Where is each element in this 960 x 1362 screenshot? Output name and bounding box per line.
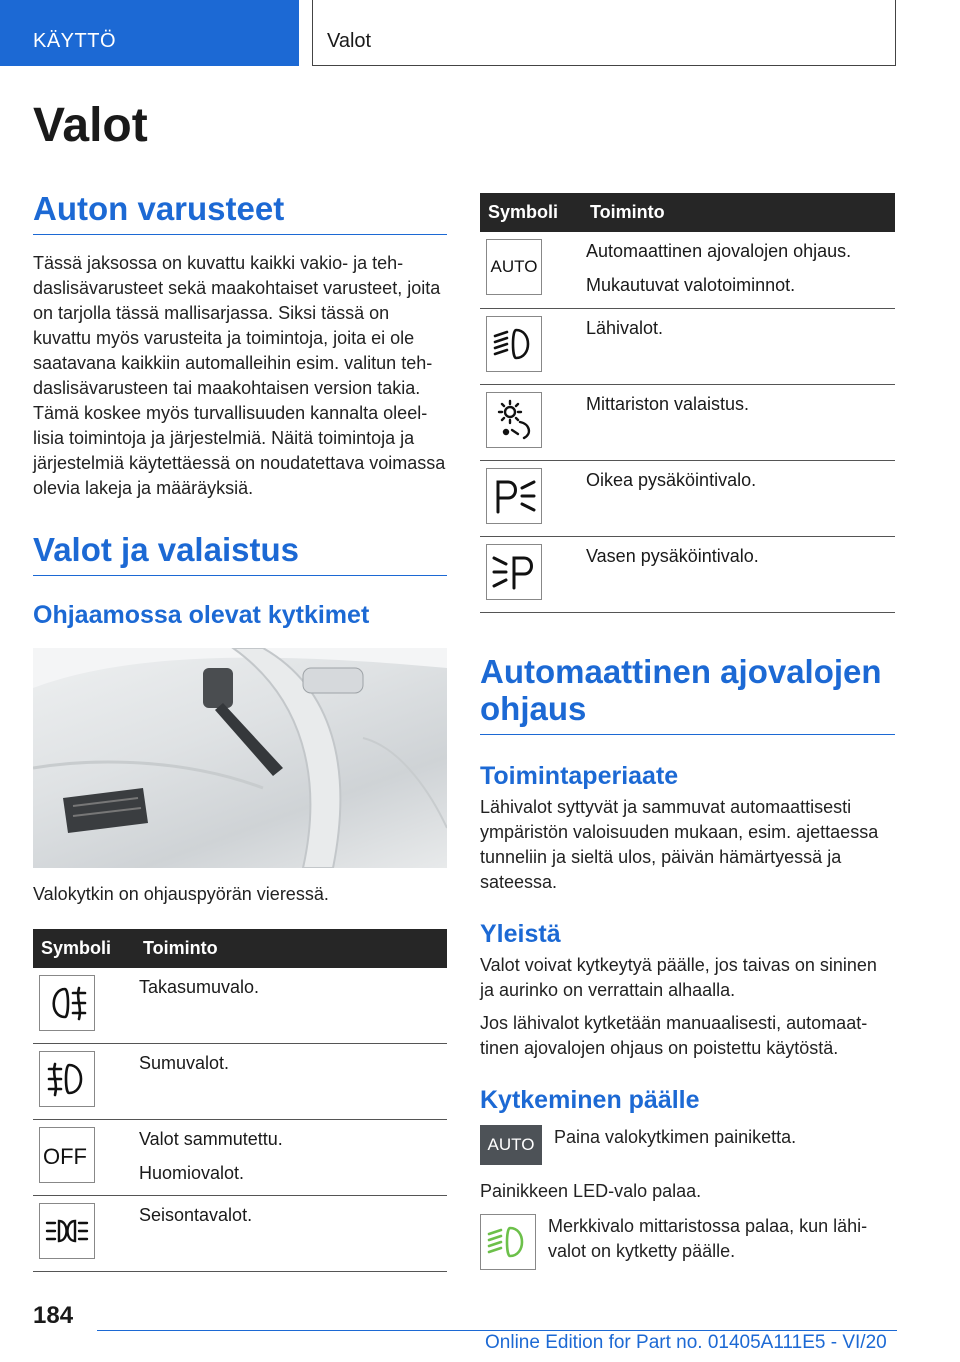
symbol-table-right [480, 193, 895, 613]
paragraph-principle: Lähivalot syttyvät ja sammuvat automaattisesti ympäristön valoisuuden mukaan, esim. ajettaessa tunneliin ja sieltä ulos, päivän hämärtyessä ja sateessa. [480, 797, 879, 893]
table-row [480, 460, 895, 536]
heading-lights: Valot ja valaistus [33, 531, 447, 576]
row-text: Oikea pysäköintivalo. [586, 469, 757, 490]
table-row [33, 968, 447, 1044]
parking-lights-icon [39, 1203, 95, 1259]
row-text: Automaattinen ajovalojen ohjaus. [586, 241, 852, 261]
auto-label: AUTO [490, 257, 538, 276]
row-text: Seisontavalot. [139, 1205, 253, 1226]
right-parking-light-icon [486, 468, 542, 524]
symbol-table-left [33, 929, 447, 1273]
paragraph-general-1: Valot voivat kytkeytyä päälle, jos taivas on sininen ja aurinko on verrattain alhaalla. [480, 955, 877, 1001]
photo-caption: Valokytkin on ohjauspyörän vieressä. [33, 883, 329, 904]
right-column [480, 193, 895, 1270]
fog-lights-icon [39, 1051, 95, 1107]
col-function: Toiminto [576, 193, 895, 232]
left-column [33, 190, 447, 1272]
low-beam-icon [486, 316, 542, 372]
table-row [480, 308, 895, 384]
row-text-secondary: Mukautuvat valotoiminnot. [586, 275, 796, 295]
paragraph-equipment: Tässä jaksossa on kuvattu kaikki vakio- ja tehdaslisävarusteet sekä maakohtaiset varusteet, joita on tarjolla tässä mallisarjassa. Siksi tässä on kuvattu myös varusteita ja toimintoja, joita ei ole saatavana kaikkiin automalleihin esim. valitun tehdaslisävarusteen tai maakohtaisen version takia. Tämä koskee myös turvallisuuden kannalta oleellisia toimintoja ja järjestelmiä. Näitä toimintoja ja järjestelmiä käytettäessä on noudatettava voimassa olevia lakeja ja määräyksiä. [33, 252, 446, 498]
header-title: Valot [312, 0, 896, 66]
table-row [33, 1196, 447, 1272]
section-tab: KÄYTTÖ [0, 0, 299, 66]
heading-general: Yleistä [480, 920, 561, 949]
row-text: Lähivalot. [586, 317, 664, 338]
table-row [33, 1120, 447, 1196]
page-number: 184 [33, 1302, 74, 1329]
paragraph-indicator: Merkkivalo mittaristossa palaa, kun lähivalot on kytketty päälle. [548, 1216, 868, 1262]
cockpit-photo [33, 648, 447, 868]
instrument-lighting-icon [486, 392, 542, 448]
off-icon [39, 1127, 95, 1183]
heading-principle: Toimintaperiaate [480, 762, 679, 791]
auto-button-label: AUTO [487, 1135, 535, 1155]
footer-edition: Online Edition for Part no. 01405A111E5 - VI/20 [485, 1332, 887, 1353]
auto-icon [486, 239, 542, 295]
heading-auto-headlights: Automaattinen ajovalojen ohjaus [480, 653, 895, 736]
rear-fog-light-icon [39, 975, 95, 1031]
paragraph-general-2: Jos lähivalot kytketään manuaalisesti, automaattinen ajovalojen ohjaus on poistettu käytöstä. [480, 1013, 868, 1059]
auto-button-icon [480, 1125, 542, 1165]
row-text: Takasumuvalo. [139, 976, 260, 997]
row-text: Sumuvalot. [139, 1053, 230, 1074]
heading-equipment: Auton varusteet [33, 190, 447, 235]
table-row [480, 536, 895, 612]
low-beam-indicator-icon [480, 1214, 536, 1270]
col-function: Toiminto [129, 929, 447, 968]
heading-switch-on: Kytkeminen päälle [480, 1086, 700, 1115]
row-text: Vasen pysäköintivalo. [586, 545, 759, 566]
paragraph-press: Paina valokytkimen painiketta. [554, 1127, 797, 1148]
col-symbol: Symboli [33, 929, 129, 968]
row-text-secondary: Huomiovalot. [139, 1163, 245, 1184]
press-row [480, 1125, 895, 1165]
col-symbol: Symboli [480, 193, 576, 232]
paragraph-led: Painikkeen LED-valo palaa. [480, 1181, 702, 1202]
table-row [33, 1044, 447, 1120]
row-text: Valot sammutettu. [139, 1129, 283, 1150]
table-row [480, 232, 895, 308]
row-text: Mittariston valaistus. [586, 393, 750, 414]
page-title: Valot [33, 99, 148, 152]
heading-switches: Ohjaamossa olevat kytkimet [33, 600, 370, 629]
left-parking-light-icon [486, 544, 542, 600]
table-row [480, 384, 895, 460]
svg-text:OFF: OFF [43, 1144, 87, 1170]
footer-divider [97, 1330, 897, 1331]
indicator-row [480, 1214, 895, 1270]
